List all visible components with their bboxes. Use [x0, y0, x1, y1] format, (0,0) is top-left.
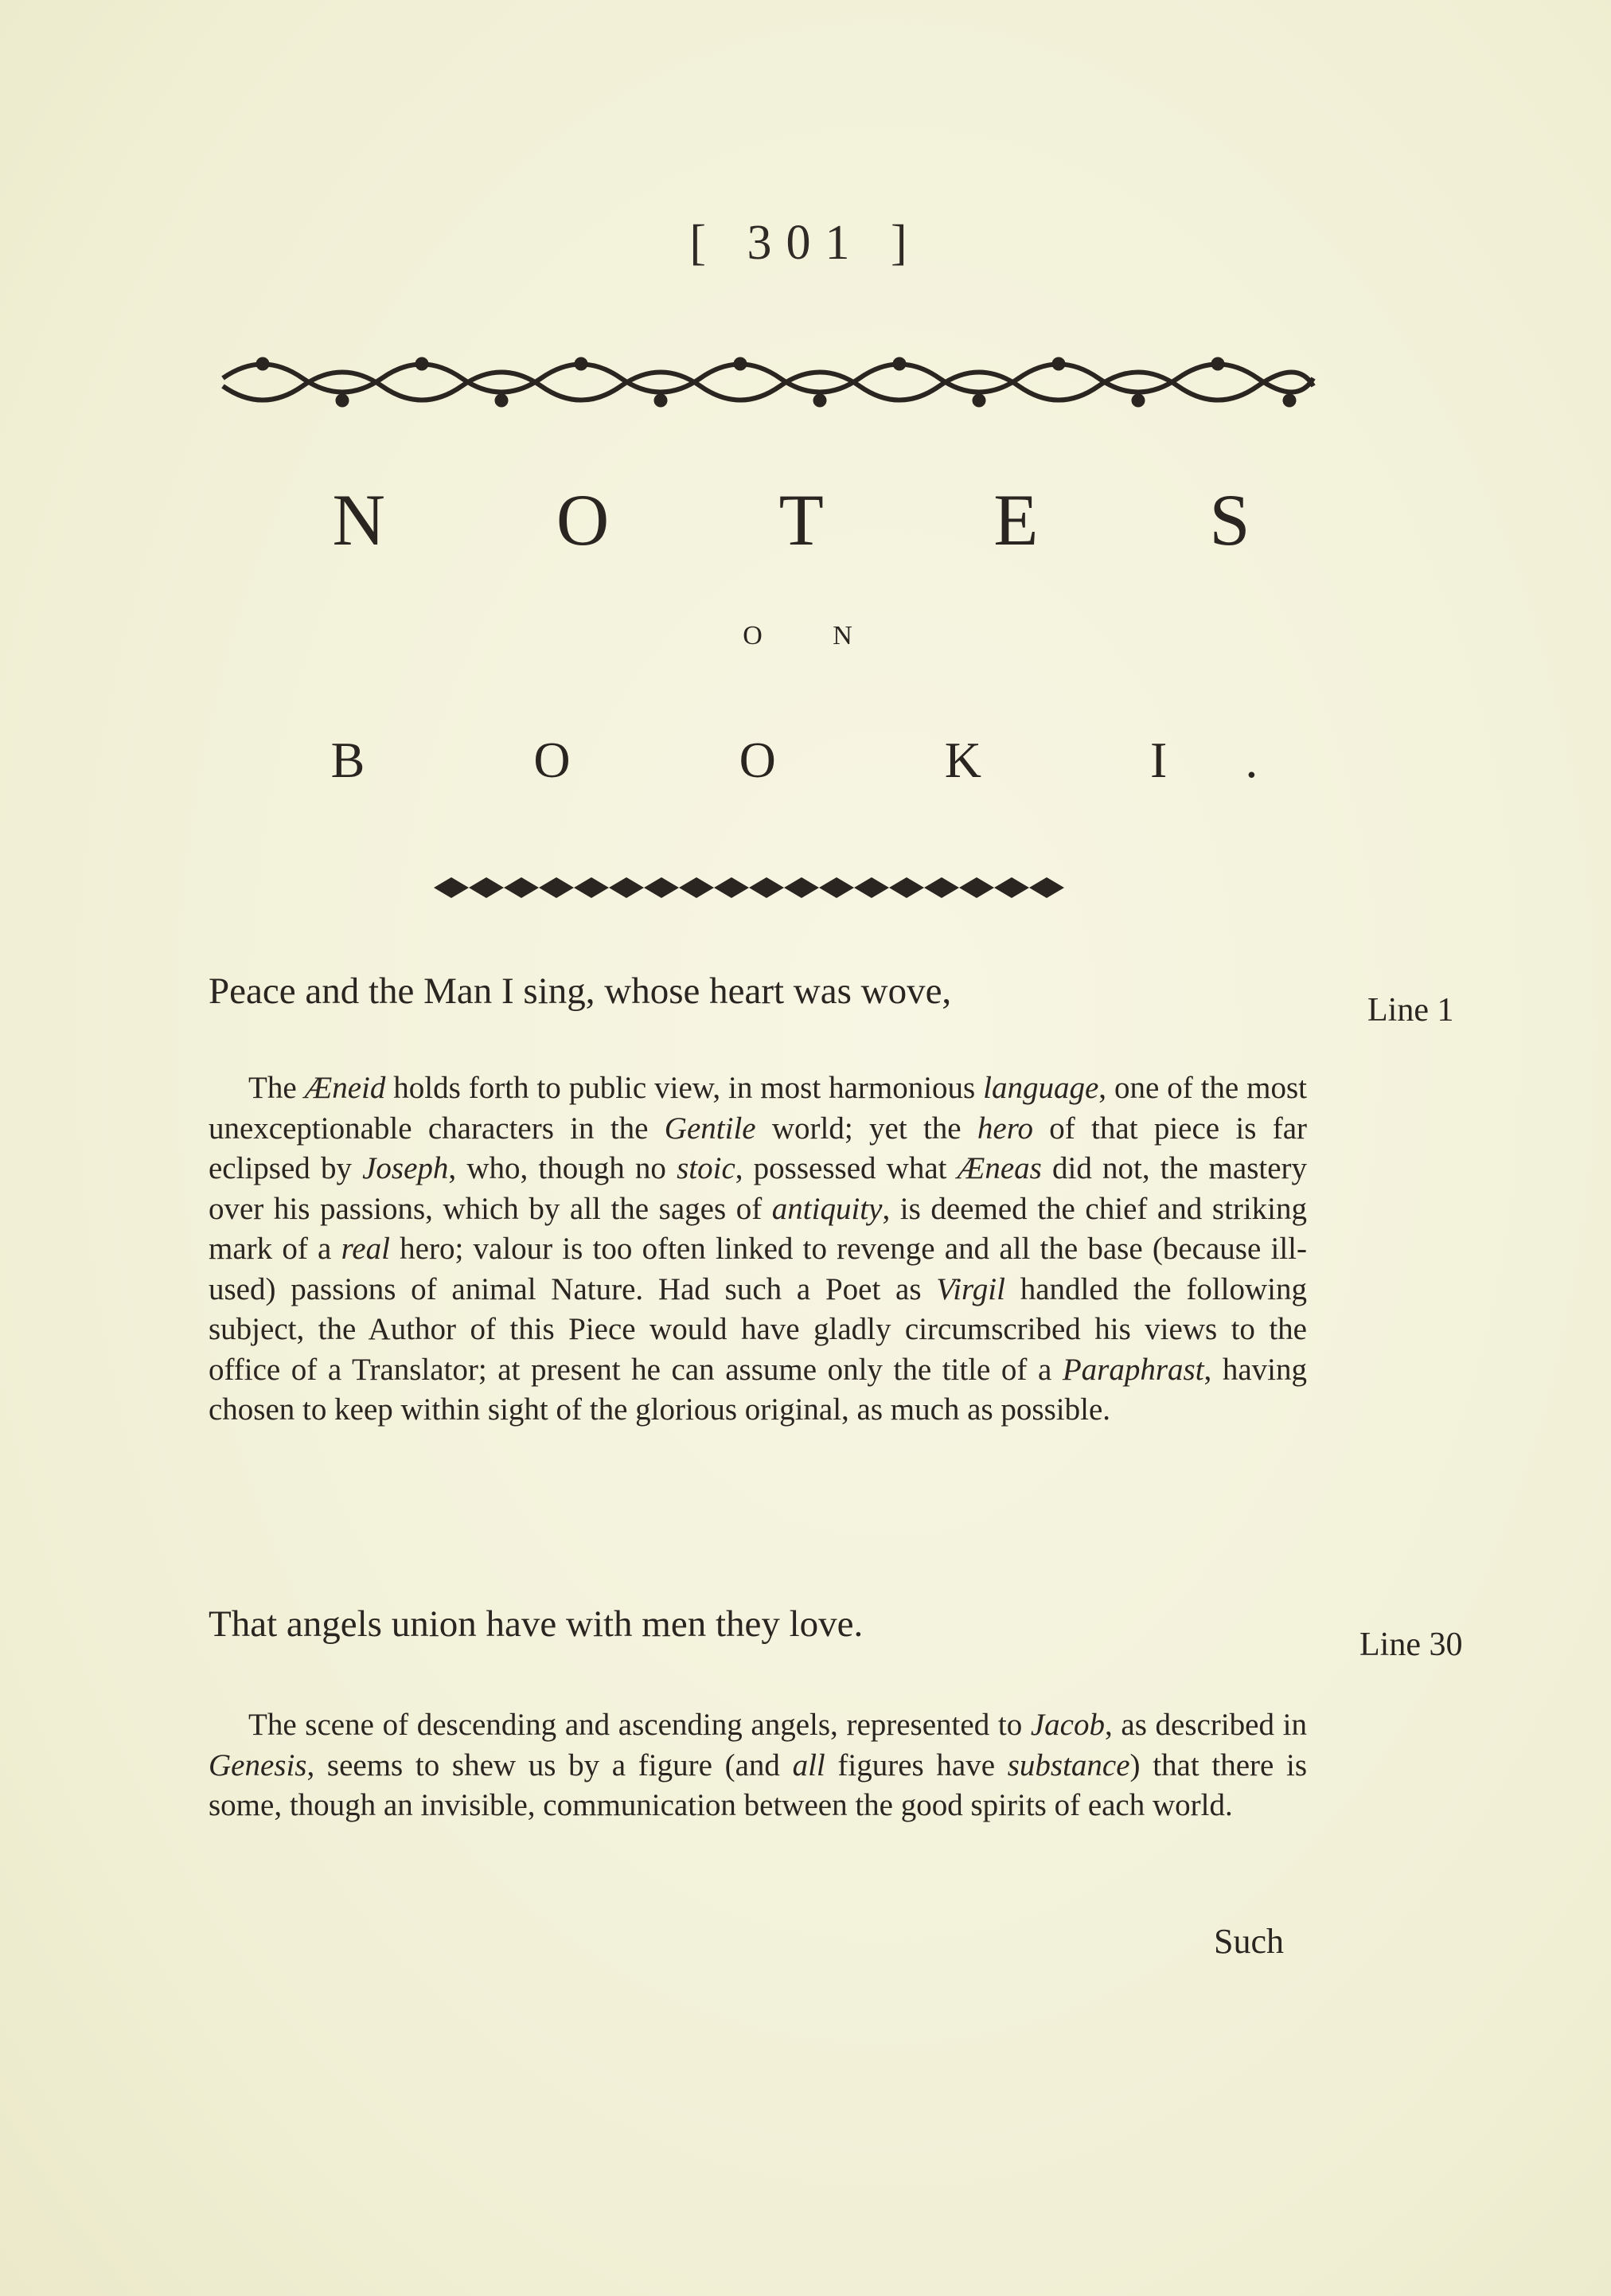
page-number: [ 301 ]: [689, 216, 922, 270]
line-reference-1: Line 1: [1367, 992, 1454, 1029]
book-label: B O O K I.: [330, 732, 1336, 788]
verse-line-1: Peace and the Man I sing, whose heart was wove,: [209, 970, 952, 1012]
main-title: N O T E S: [332, 479, 1327, 560]
note-paragraph-2: The scene of descending and ascending angels, represented to Jacob, as described in Genesis, seems to shew us by a figure (and all figures have substance) that there is some, though an invisible, communication between the good spirits of each world.: [209, 1708, 1307, 1822]
title-connector: O N: [743, 621, 884, 650]
note-paragraph-1: The Æneid holds forth to public view, in most harmonious language, one of the most unexceptionable characters in the Gentile world; yet the hero of that piece is far eclipsed by Joseph, who, though no stoic, possessed what Æneas did not, the mastery over his passions, which by all the sages of antiquity, is deemed the chief and striking mark of a real hero; valour is too often linked to revenge and all the base (because ill-used) passions of animal Nature. Had such a Poet as Virgil handled the following subject, the Author of this Piece would have gladly circumscribed his views to the office of a Translator; at present he can assume only the title of a Paraphrast, having chosen to keep within sight of the glorious original, as much as possible.: [209, 1071, 1308, 1427]
bottom-ornament: [434, 874, 1082, 901]
catchword: Such: [1214, 1922, 1284, 1961]
verse-line-30: That angels union have with men they love.: [209, 1603, 864, 1645]
top-ornament: [215, 346, 1321, 418]
line-reference-30: Line 30: [1359, 1626, 1463, 1663]
